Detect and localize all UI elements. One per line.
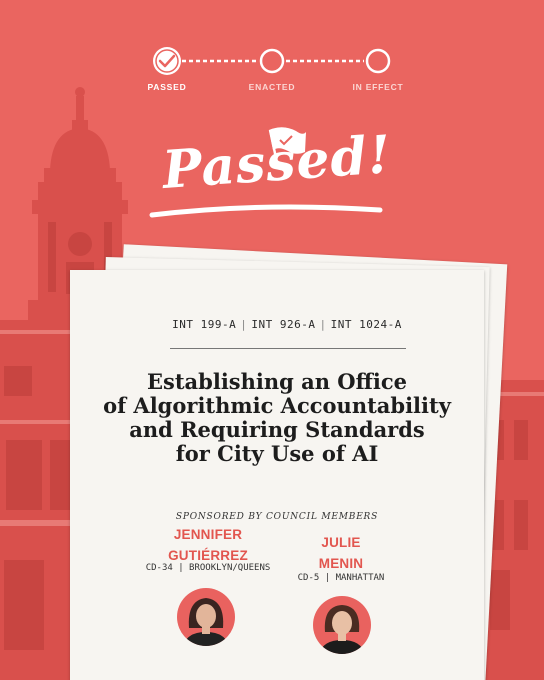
sponsor-first-name: JULIE xyxy=(321,535,361,550)
hero-title: Passed! xyxy=(160,124,394,201)
hero xyxy=(0,0,544,240)
sponsor-first-name: JENNIFER xyxy=(173,527,243,542)
avatar xyxy=(177,588,235,646)
bill-document xyxy=(70,270,484,680)
divider xyxy=(170,348,406,349)
title-underline xyxy=(152,207,380,215)
bill-title-line: Establishing an Office xyxy=(147,369,407,394)
bill-title-line: and Requiring Standards xyxy=(129,417,425,442)
bill-title-line: for City Use of AI xyxy=(175,441,379,466)
sponsor-last-name: GUTIÉRREZ xyxy=(168,548,248,563)
intro-numbers: INT 199-A | INT 926-A | INT 1024-A xyxy=(172,318,402,331)
sponsor-district: CD-5 | MANHATTAN xyxy=(297,573,385,583)
intro-number: INT 199-A xyxy=(172,318,237,331)
sponsored-label: SPONSORED BY COUNCIL MEMBERS xyxy=(175,512,379,522)
intro-number: INT 926-A xyxy=(251,318,316,331)
step-label-passed: PASSED xyxy=(147,82,187,92)
avatar xyxy=(313,596,371,654)
sponsor-last-name: MENIN xyxy=(318,556,364,571)
bill-title-line: of Algorithmic Accountability xyxy=(103,393,451,418)
sponsor-name xyxy=(140,524,276,566)
hero-decoration xyxy=(0,0,544,240)
step-label-enacted: ENACTED xyxy=(248,82,296,92)
bill-title xyxy=(100,370,454,466)
sponsor-name xyxy=(286,532,396,574)
step-label-in-effect: IN EFFECT xyxy=(352,82,404,92)
sponsor-district: CD-34 | BROOKLYN/QUEENS xyxy=(145,563,271,573)
intro-number: INT 1024-A xyxy=(330,318,402,331)
